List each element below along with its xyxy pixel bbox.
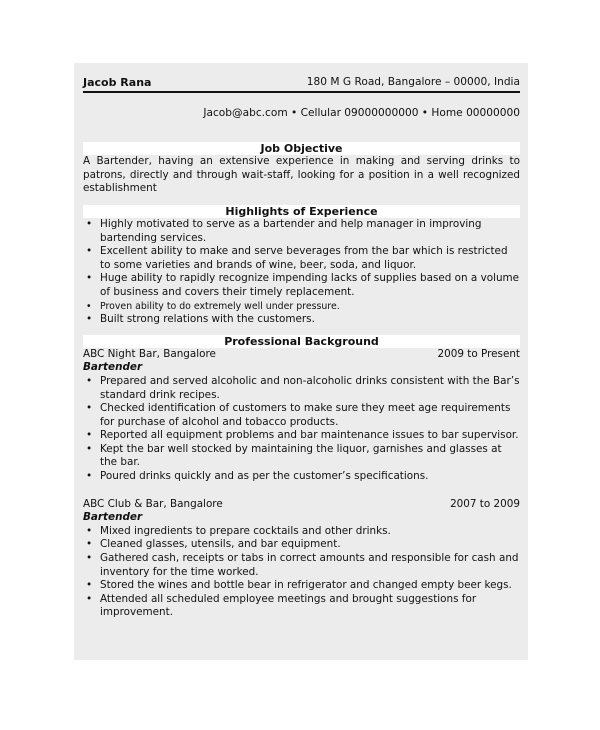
job-dates: 2007 to 2009 <box>450 497 520 510</box>
job-duties-list <box>83 375 520 484</box>
job-employer: ABC Night Bar, Bangalore <box>83 347 216 360</box>
highlight-item: • Huge ability to rapidly recognize impending lacks of supplies based on a volume of business and covers their timely replacement. <box>83 272 520 299</box>
job-header <box>83 498 520 512</box>
objective-heading: Job Objective <box>83 142 520 155</box>
highlight-item: • Excellent ability to make and serve beverages from the bar which is restricted to some varieties and brands of wine, beer, soda, and liquor. <box>83 245 520 272</box>
highlights-list <box>83 218 520 327</box>
resume-page <box>74 63 528 660</box>
candidate-address: 180 M G Road, Bangalore – 00000, India <box>306 76 520 88</box>
background-heading: Professional Background <box>83 335 520 348</box>
duty-item: • Reported all equipment problems and bar maintenance issues to bar supervisor. <box>83 429 520 443</box>
duty-item: • Mixed ingredients to prepare cocktails and other drinks. <box>83 525 520 539</box>
job-header <box>83 348 520 362</box>
job-role: Bartender <box>83 361 143 374</box>
job-employer: ABC Club & Bar, Bangalore <box>83 497 223 510</box>
header-row <box>83 76 520 93</box>
duty-item: • Gathered cash, receipts or tabs in correct amounts and responsible for cash and inventory for the time worked. <box>83 552 520 579</box>
duty-item: • Stored the wines and bottle bear in refrigerator and changed empty beer kegs. <box>83 579 520 593</box>
highlight-item: • Built strong relations with the customers. <box>83 313 520 327</box>
duty-item: • Checked identification of customers to make sure they meet age requirements for purchase of alcohol and tobacco products. <box>83 402 520 429</box>
duty-item: • Prepared and served alcoholic and non-alcoholic drinks consistent with the Bar’s standard drink recipes. <box>83 375 520 402</box>
objective-text: A Bartender, having an extensive experience in making and serving drinks to patrons, directly and through wait-staff, looking for a position in a well recognized establishment <box>83 155 520 195</box>
contact-line: Jacob@abc.com • Cellular 09000000000 • Home 00000000 <box>203 106 520 119</box>
job-duties-list <box>83 525 520 620</box>
job-role: Bartender <box>83 511 143 524</box>
job-dates: 2009 to Present <box>437 347 520 360</box>
highlight-item: • Highly motivated to serve as a bartender and help manager in improving bartending services. <box>83 218 520 245</box>
highlights-heading: Highlights of Experience <box>83 205 520 218</box>
duty-item: • Kept the bar well stocked by maintaining the liquor, garnishes and glasses at the bar. <box>83 443 520 470</box>
candidate-name: Jacob Rana <box>83 76 152 89</box>
duty-item: • Attended all scheduled employee meetings and brought suggestions for improvement. <box>83 593 520 620</box>
duty-item: • Poured drinks quickly and as per the customer’s specifications. <box>83 470 520 484</box>
duty-item: • Cleaned glasses, utensils, and bar equipment. <box>83 538 520 552</box>
highlight-item: • Proven ability to do extremely well under pressure. <box>83 300 520 314</box>
